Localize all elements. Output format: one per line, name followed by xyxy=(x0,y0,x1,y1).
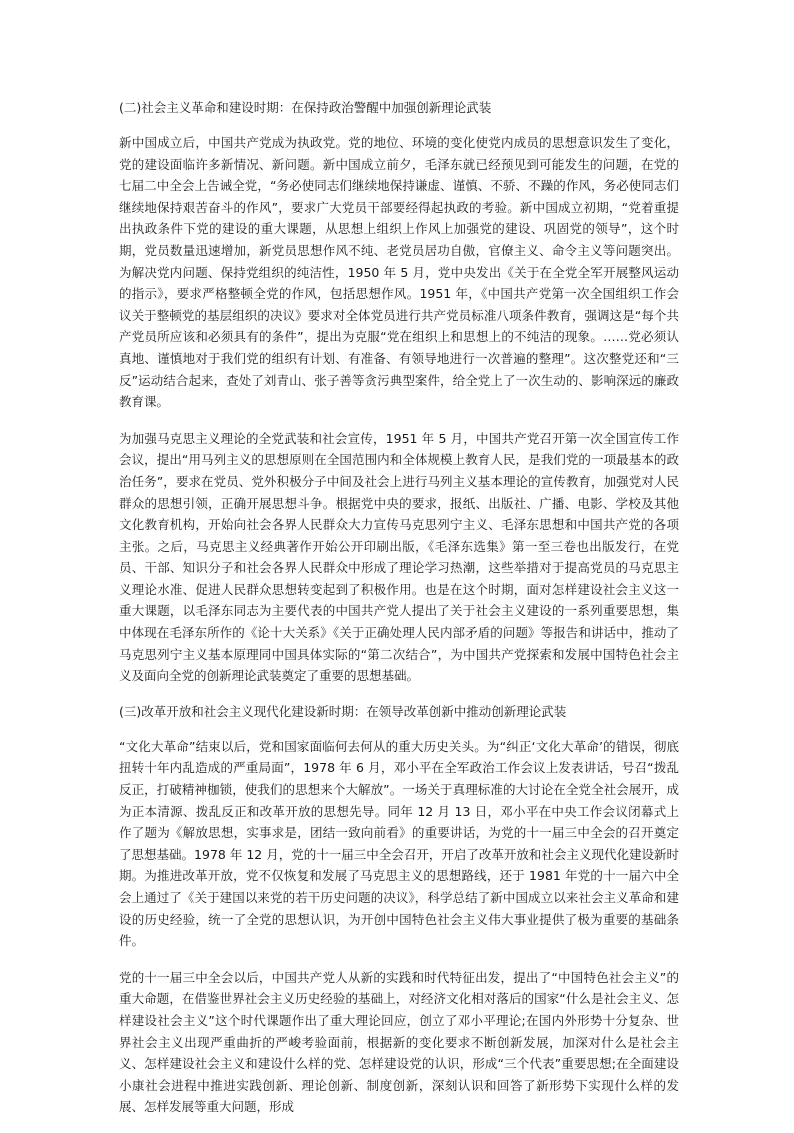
section-heading-3: (三)改革开放和社会主义现代化建设新时期：在领导改革创新中推动创新理论武装 xyxy=(119,703,567,719)
paragraph: 党的十一届三中全会以后，中国共产党人从新的实践和时代特征出发，提出了“中国特色社会主义”的重大命题，在借鉴世界社会主义历史经验的基础上，对经济文化相对落后的国家“什么是社会主义、怎样建设社会主义”这个时代课题作出了重大理论回应，创立了邓小平理论;在国内外形势十分复杂、世界社会主义出现严重曲折的严峻考验面前，根据新的变化要求不断创新发展，加深对什么是社会主义、怎样建设社会主义和建设什么样的党、怎样建设党的认识，形成“三个代表”重要思想;在全面建设小康社会进程中推进实践创新、理论创新、制度创新，深刻认识和回答了新形势下实现什么样的发展、怎样发展等重大问题，形成 xyxy=(119,969,679,1115)
section-heading-2: (二)社会主义革命和建设时期：在保持政治警醒中加强创新理论武装 xyxy=(119,100,492,115)
document-page xyxy=(119,98,679,1133)
paragraph: 为加强马克思主义理论的全党武装和社会宣传，1951 年 5 月，中国共产党召开第一次全国宣传工作会议，提出“用马列主义的思想原则在全国范围内和全体规模上教育人民，是我们党的一项最基本的政治任务”，要求在党员、党外积极分子中间及社会上进行马列主义基本理论的宣传教育，加强党对人民群众的思想引领，正确开展思想斗争。根据党中央的要求，报纸、出版社、广播、电影、学校及其他文化教育机构，开始向社会各界人民群众大力宣传马克思列宁主义、毛泽东思想和中国共产党的各项主张。之后，马克思主义经典著作开始公开印刷出版，《毛泽东选集》第一至三卷也出版发行，在党员、干部、知识分子和社会各界人民群众中形成了理论学习热潮，这些举措对于提高党员的马克思主义理论水准、促进人民群众思想转变起到了积极作用。也是在这个时期，面对怎样建设社会主义这一重大课题，以毛泽东同志为主要代表的中国共产党人提出了关于社会主义建设的一系列重要思想，集中体现在毛泽东所作的《论十大关系》《关于正确处理人民内部矛盾的问题》等报告和讲话中，推动了马克思列宁主义基本原理同中国具体实际的“第二次结合”，为中国共产党探索和发展中国特色社会主义及面向全党的创新理论武装奠定了重要的思想基础。 xyxy=(119,430,679,684)
paragraph: “文化大革命”结束以后，党和国家面临何去何从的重大历史关头。为“纠正‘文化大革命’的错误，彻底扭转十年内乱造成的严重局面”，1978 年 6 月，邓小平在全军政治工作会议上发表讲话，号召“拨乱反正，打破精神枷锁，使我们的思想来个大解放”。一场关于真理标准的大讨论在全党全社会展开，成为正本清源、拨乱反正和改革开放的思想先导。同年 12 月 13 日，邓小平在中央工作会议闭幕式上作了题为《解放思想，实事求是，团结一致向前看》的重要讲话，为党的十一届三中全会的召开奠定了思想基础。1978 年 12 月，党的十一届三中全会召开，开启了改革开放和社会主义现代化建设新时期。为推进改革开放，党不仅恢复和发展了马克思主义的思想路线，还于 1981 年党的十一届六中全会上通过了《关于建国以来党的若干历史问题的决议》，科学总结了新中国成立以来社会主义革命和建设的历史经验，统一了全党的思想认识，为开创中国特色社会主义伟大事业提供了极为重要的基础条件。 xyxy=(119,738,679,949)
paragraph: 新中国成立后，中国共产党成为执政党。党的地位、环境的变化使党内成员的思想意识发生了变化，党的建设面临许多新情况、新问题。新中国成立前夕，毛泽东就已经预见到可能发生的问题，在党的七届二中全会上告诫全党，“务必使同志们继续地保持谦虚、谨慎、不骄、不躁的作风，务必使同志们继续地保持艰苦奋斗的作风”，要求广大党员干部要经得起执政的考验。新中国成立初期，“党着重提出执政条件下党的建设的重大课题，从思想上组织上作风上加强党的建设、巩固党的领导”，这个时期，党员数量迅速增加，新党员思想作风不纯、老党员居功自傲，官僚主义、命令主义等问题突出。为解决党内问题、保持党组织的纯洁性，1950 年 5 月，党中央发出《关于在全党全军开展整风运动的指示》，要求严格整顿全党的作风，包括思想作风。1951 年，《中国共产党第一次全国组织工作会议关于整顿党的基层组织的决议》要求对全体党员进行共产党员标准八项条件教育，强调这是“每个共产党员所应该和必须具有的条件”，提出为克服“党在组织上和思想上的不纯洁的现象。……党必须认真地、谨慎地对于我们党的组织有计划、有准备、有领导地进行一次普遍的整理”。这次整党还和“三反”运动结合起来，查处了刘青山、张子善等贪污典型案件，给全党上了一次生动的、影响深远的廉政教育课。 xyxy=(119,135,679,410)
